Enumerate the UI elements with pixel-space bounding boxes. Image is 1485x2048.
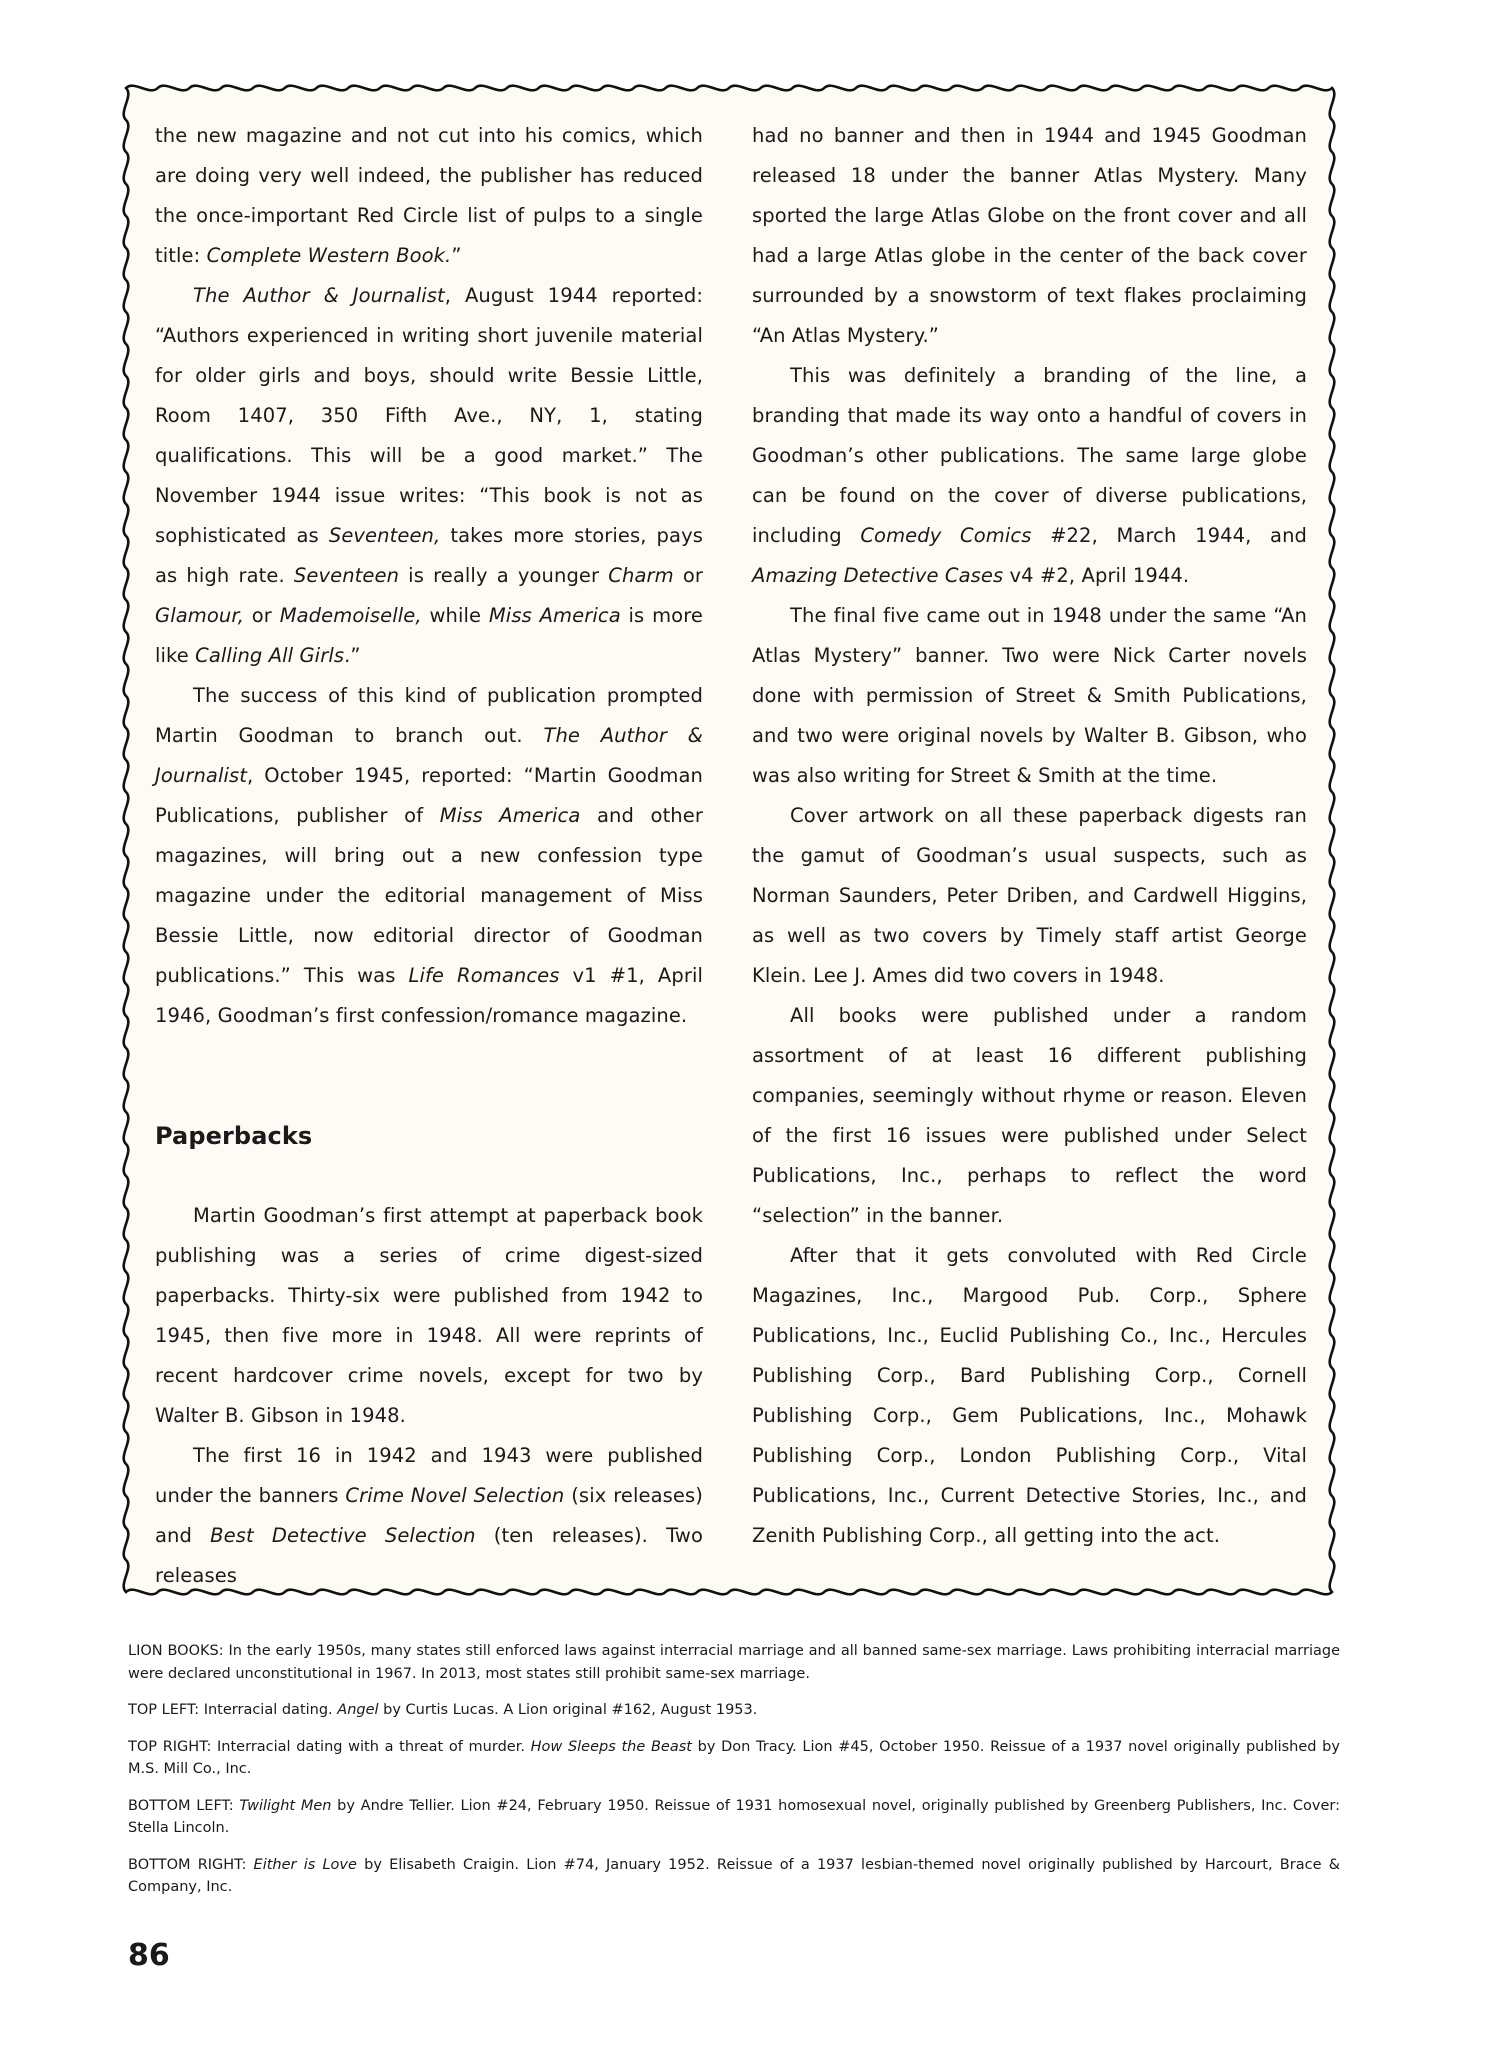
caption-paragraph: BOTTOM RIGHT: Either is Love by Elisabeth Craigin. Lion #74, January 1952. Reissue of a 1937 lesbian-themed novel originally published by Harcourt, Brace & Company, Inc.: [128, 1856, 1340, 1895]
section-heading-paperbacks: Paperbacks: [155, 1122, 313, 1150]
body-paragraph: All books were published under a random assortment of at least 16 different publishing companies, seemingly without rhyme or reason. Eleven of the first 16 issues were published under Select Publications, Inc., perhaps to reflect the word “selection” in the banner.: [752, 1004, 1307, 1227]
body-paragraph: The first 16 in 1942 and 1943 were published under the banners Crime Novel Selection (six releases) and Best Detective Selection (ten releases). Two releases: [155, 1444, 703, 1587]
left-column: [155, 116, 703, 1596]
caption-paragraph: BOTTOM LEFT: Twilight Men by Andre Tellier. Lion #24, February 1950. Reissue of 1931 homosexual novel, originally published by Greenberg Publishers, Inc. Cover: Stella Lincoln.: [128, 1797, 1340, 1836]
body-paragraph: The success of this kind of publication prompted Martin Goodman to branch out. The Author & Journalist, October 1945, reported: “Martin Goodman Publications, publisher of Miss America and other magazines, will bring out a new confession type magazine under the editorial management of Miss Bessie Little, now editorial director of Goodman publications.” This was Life Romances v1 #1, April 1946, Goodman’s first confession/romance magazine.: [155, 684, 703, 1027]
right-column-paragraphs: [752, 116, 1307, 1556]
body-paragraph: After that it gets convoluted with Red Circle Magazines, Inc., Margood Pub. Corp., Sphere Publications, Inc., Euclid Publishing Co., Inc., Hercules Publishing Corp., Bard Publishing Corp., Cornell Publishing Corp., Gem Publications, Inc., Mohawk Publishing Corp., London Publishing Corp., Vital Publications, Inc., Current Detective Stories, Inc., and Zenith Publishing Corp., all getting into the act.: [752, 1244, 1307, 1547]
body-paragraph: The Author & Journalist, August 1944 reported: “Authors experienced in writing short juvenile material for older girls and boys, should write Bessie Little, Room 1407, 350 Fifth Ave., NY, 1, stating qualifications. This will be a good market.” The November 1944 issue writes: “This book is not as sophisticated as Seventeen, takes more stories, pays as high rate. Seventeen is really a younger Charm or Glamour, or Mademoiselle, while Miss America is more like Calling All Girls.”: [155, 284, 703, 667]
body-paragraph: The final five came out in 1948 under the same “An Atlas Mystery” banner. Two were Nick Carter novels done with permission of Street & Smith Publications, and two were original novels by Walter B. Gibson, who was also writing for Street & Smith at the time.: [752, 604, 1307, 787]
caption-paragraph: LION BOOKS: In the early 1950s, many states still enforced laws against interracial marriage and all banned same-sex marriage. Laws prohibiting interracial marriage were declared unconstitutional in 1967. In 2013, most states still prohibit same-sex marriage.: [128, 1643, 1340, 1682]
caption-paragraph: TOP RIGHT: Interracial dating with a threat of murder. How Sleeps the Beast by Don Tracy. Lion #45, October 1950. Reissue of a 1937 novel originally published by M.S. Mill Co., Inc.: [128, 1738, 1340, 1777]
body-paragraph: the new magazine and not cut into his comics, which are doing very well indeed, the publisher has reduced the once-important Red Circle list of pulps to a single title: Complete Western Book.”: [155, 124, 703, 267]
caption-paragraph: TOP LEFT: Interracial dating. Angel by Curtis Lucas. A Lion original #162, August 1953.: [128, 1702, 758, 1718]
body-paragraph: Cover artwork on all these paperback digests ran the gamut of Goodman’s usual suspects, such as Norman Saunders, Peter Driben, and Cardwell Higgins, as well as two covers by Timely staff artist George Klein. Lee J. Ames did two covers in 1948.: [752, 804, 1307, 987]
body-paragraph: Martin Goodman’s first attempt at paperback book publishing was a series of crime digest-sized paperbacks. Thirty-six were published from 1942 to 1945, then five more in 1948. All were reprints of recent hardcover crime novels, except for two by Walter B. Gibson in 1948.: [155, 1204, 703, 1427]
page-number: 86: [128, 1938, 170, 1973]
left-column-paragraphs-after-heading: [155, 1196, 703, 1596]
image-captions: [128, 1640, 1340, 1913]
left-column-paragraphs: [155, 116, 703, 1036]
body-paragraph: had no banner and then in 1944 and 1945 Goodman released 18 under the banner Atlas Mystery. Many sported the large Atlas Globe on the front cover and all had a large Atlas globe in the center of the back cover surrounded by a snowstorm of text flakes proclaiming “An Atlas Mystery.”: [752, 124, 1307, 347]
right-column: [752, 116, 1307, 1556]
body-paragraph: This was definitely a branding of the line, a branding that made its way onto a handful of covers in Goodman’s other publications. The same large globe can be found on the cover of diverse publications, including Comedy Comics #22, March 1944, and Amazing Detective Cases v4 #2, April 1944.: [752, 364, 1308, 587]
